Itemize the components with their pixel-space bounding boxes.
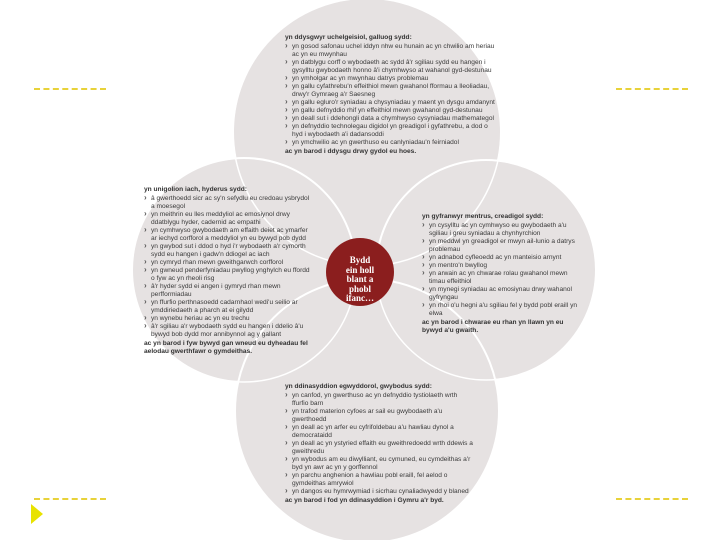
list-item: › yn cymhwyso gwybodaeth am effaith deiet ac ymarfer ar iechyd corfforol a meddyliol yn eu bywyd pob dydd	[144, 227, 314, 243]
list-item: › yn wynebu heriau ac yn eu trechu	[144, 315, 314, 323]
list-item: › yn cysylltu ac yn cymhwyso eu gwybodaeth a'u sgiliau i greu syniadau a chynhyrchion	[422, 222, 584, 238]
left-footer: ac yn barod i fyw bywyd gan wneud eu dyheadau fel aelodau gwerthfawr o gymdeithas.	[144, 340, 308, 355]
right-list	[422, 222, 584, 318]
list-item: › yn defnyddio technolegau digidol yn greadigol i gyfathrebu, a dod o hyd i wybodaeth a'i dadansoddi	[285, 123, 495, 139]
bottom-list	[285, 392, 475, 496]
left-petal-text	[144, 186, 314, 356]
list-item: › yn gallu egluro'r syniadau a chysyniadau y maent yn dysgu amdanynt	[285, 99, 495, 107]
list-item: › yn rhoi o'u hegni a'u sgiliau fel y bydd pobl eraill yn elwa	[422, 302, 584, 318]
bottom-petal-text	[285, 383, 475, 505]
list-item: › â'r sgiliau a'r wybodaeth sydd eu hangen i ddelio â'u bywyd bob dydd mor annibynnol ag y gallant	[144, 323, 314, 339]
list-item: › yn parchu anghenion a hawliau pobl eraill, fel aelod o gymdeithas amrywiol	[285, 472, 475, 488]
list-item: › yn mentro'n bwyllog	[422, 262, 584, 270]
top-footer: ac yn barod i ddysgu drwy gydol eu hoes.	[285, 148, 417, 155]
center-label	[329, 256, 391, 304]
list-item: › yn cymryd rhan mewn gweithgarwch corfforol	[144, 259, 314, 267]
right-heading: yn gyfranwyr mentrus, creadigol sydd:	[422, 213, 544, 220]
list-item: › yn adnabod cyfleoedd ac yn manteisio arnynt	[422, 254, 584, 262]
bottom-footer: ac yn barod i fod yn ddinasyddion i Gymru a'r byd.	[285, 497, 444, 504]
top-list	[285, 43, 495, 147]
list-item: › yn ymholgar ac yn mwynhau datrys problemau	[285, 75, 495, 83]
left-list	[144, 195, 314, 339]
list-item: › yn ymchwilio ac yn gwerthuso eu canlyniadau'n feirniadol	[285, 139, 495, 147]
center-line-1: Bydd	[349, 255, 371, 265]
list-item: › yn meddwl yn greadigol er mwyn ail-lunio a datrys problemau	[422, 238, 584, 254]
list-item: › yn ffurfio perthnasoedd cadarnhaol wedi'u seilio ar ymddiriedaeth a pharch at ei gilydd	[144, 299, 314, 315]
list-item: › yn gallu defnyddio rhif yn effeithiol mewn gwahanol gyd-destunau	[285, 107, 495, 115]
list-item: › yn arwain ac yn chwarae rolau gwahanol mewn timau effeithiol	[422, 270, 584, 286]
list-item: › â gwerthoedd sicr ac sy'n sefydlu eu credoau ysbrydol a moesegol	[144, 195, 314, 211]
top-petal-text	[285, 34, 495, 156]
right-petal-text	[422, 213, 584, 335]
list-item: › yn deall ac yn arfer eu cyfrifoldebau a'u hawliau dynol a democrataidd	[285, 424, 475, 440]
center-line-2: ein holl	[345, 264, 375, 275]
list-item: › yn mynegi syniadau ac emosiynau drwy wahanol gyfryngau	[422, 286, 584, 302]
list-item: › yn trafod materion cyfoes ar sail eu gwybodaeth a'u gwerthoedd	[285, 408, 475, 424]
list-item: › yn gwybod sut i ddod o hyd i'r wybodaeth a'r cymorth sydd eu hangen i gadw'n ddiogel ac iach	[144, 243, 314, 259]
list-item: › yn gwneud penderfyniadau pwyllog ynghylch eu ffordd o fyw ac yn rheoli risg	[144, 267, 314, 283]
list-item: › yn canfod, yn gwerthuso ac yn defnyddio tystiolaeth wrth ffurfio barn	[285, 392, 475, 408]
list-item: › yn deall sut i ddehongli data a chymhwyso cysyniadau mathemategol	[285, 115, 495, 123]
list-item: › yn datblygu corff o wybodaeth ac sydd â'r sgiliau sydd eu hangen i gysylltu gwybodaeth honno â'i chymhwyso at wahanol gyd-destunau	[285, 59, 495, 75]
right-footer: ac yn barod i chwarae eu rhan yn llawn yn eu bywyd a'u gwaith.	[422, 319, 564, 334]
top-heading: yn ddysgwyr uchelgeisiol, galluog sydd:	[285, 34, 412, 41]
list-item: › yn wybodus am eu diwylliant, eu cymuned, eu cymdeithas a'r byd yn awr ac yn y gorffennol	[285, 456, 475, 472]
bottom-heading: yn ddinasyddion egwyddorol, gwybodus sydd:	[285, 383, 432, 390]
center-line-3: blant a	[346, 274, 374, 284]
list-item: › â'r hyder sydd ei angen i gymryd rhan mewn perfformiadau	[144, 283, 314, 299]
list-item: › yn deall ac yn ystyried effaith eu gweithredoedd wrth ddewis a gweithredu	[285, 440, 475, 456]
list-item: › yn meithrin eu lles meddyliol ac emosiynol drwy ddatblygu hyder, cadernid ac empathi	[144, 211, 314, 227]
center-line-4: phobl	[348, 283, 372, 294]
list-item: › yn gallu cyfathrebu'n effeithiol mewn gwahanol fformau a lleoliadau, drwy'r Gymraeg a'r Saesneg	[285, 83, 495, 99]
center-line-5: ifanc…	[346, 293, 374, 303]
left-heading: yn unigolion iach, hyderus sydd:	[144, 186, 247, 193]
list-item: › yn gosod safonau uchel iddyn nhw eu hunain ac yn chwilio am heriau ac yn eu mwynhau	[285, 43, 495, 59]
list-item: › yn dangos eu hymrwymiad i sicrhau cynaliadwyedd y blaned	[285, 488, 475, 496]
